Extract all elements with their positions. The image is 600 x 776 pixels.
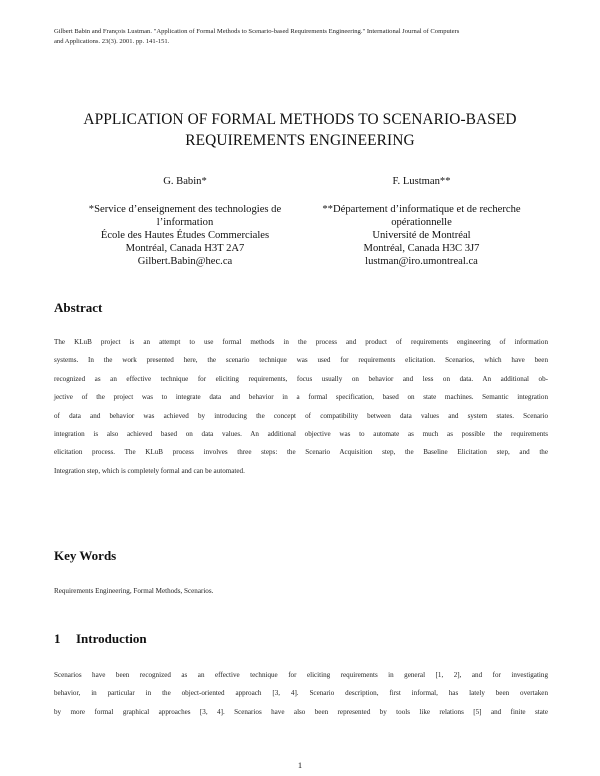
paper-title-line-1: APPLICATION OF FORMAL METHODS TO SCENARIO-BASED — [83, 111, 517, 128]
author-affiliation-line: Montréal, Canada H3C 3J7 — [363, 243, 480, 254]
author-affiliation-line: opérationnelle — [391, 217, 452, 228]
introduction-heading — [54, 631, 147, 647]
abstract-line: recognized as an effective technique for eliciting requirements, focus usually on behavior and less on data. An additional ob- — [54, 374, 548, 383]
abstract-line: integration is also achieved based on data values. An additional objective was to automate as much as possible the requirements — [54, 430, 548, 439]
author-affiliation-line: **Département d’informatique et de recherche — [322, 204, 521, 215]
section-heading-text: Introduction — [76, 631, 147, 646]
citation-line-1: Gilbert Babin and François Lustman. "Application of Formal Methods to Scenario-based Requirements Engineering." International Journal of Computers — [54, 28, 460, 35]
abstract-line: Integration step, which is completely formal and can be automated. — [54, 466, 245, 475]
author-name: G. Babin* — [163, 176, 207, 187]
author-block-lustman — [300, 175, 543, 268]
abstract-line: jective of the project was to integrate data and behavior in a formal specification, based on state machines. Semantic integration — [54, 393, 548, 402]
author-affiliation-line: *Service d’enseignement des technologies de — [88, 204, 282, 215]
keywords-text: Requirements Engineering, Formal Methods, Scenarios. — [54, 587, 214, 595]
introduction-line: by more formal graphical approaches [3, 4]. Scenarios have also been represented by tools like relations [5] and finite state — [54, 707, 548, 716]
introduction-body — [54, 666, 548, 721]
citation-header — [54, 27, 554, 47]
author-name: F. Lustman** — [392, 176, 451, 187]
introduction-line: Scenarios have been recognized as an effective technique for eliciting requirements in general [1, 2], and for investigating — [54, 671, 548, 679]
author-affiliation-line: Université de Montréal — [372, 230, 471, 241]
paper-title — [40, 109, 560, 151]
page-number: 1 — [297, 760, 303, 770]
author-email: Gilbert.Babin@hec.ca — [137, 256, 233, 267]
abstract-heading: Abstract — [54, 300, 103, 315]
author-affiliation-line: Montréal, Canada H3T 2A7 — [125, 243, 245, 254]
author-affiliation-line: École des Hautes Études Commerciales — [100, 230, 270, 241]
author-affiliation-line: l’information — [156, 217, 214, 228]
author-block-babin — [70, 175, 300, 268]
abstract-body — [54, 333, 548, 480]
abstract-line: of data and behavior was achieved by introducing the concept of compatibility between data values and system states. Scenario — [54, 411, 548, 420]
paper-title-line-2: REQUIREMENTS ENGINEERING — [185, 132, 415, 149]
keywords-body — [54, 582, 548, 600]
section-number: 1 — [54, 631, 61, 646]
abstract-line: elicitation process. The KLuB process involves three steps: the Scenario Acquisition step, the Baseline Elicitation step, and the — [54, 448, 548, 457]
abstract-line: systems. In the work presented here, the scenario technique was used for requirements elicitation. Scenarios, which have been — [54, 356, 548, 365]
introduction-line: behavior, in particular in the object-oriented approach [3, 4]. Scenario description, first informal, has lately been overtaken — [54, 689, 548, 698]
author-email: lustman@iro.umontreal.ca — [365, 256, 478, 267]
abstract-line: The KLuB project is an attempt to use formal methods in the process and product of requirements engineering of information — [54, 338, 548, 346]
keywords-heading: Key Words — [54, 548, 117, 563]
citation-line-2: and Applications. 23(3). 2001. pp. 141-151. — [54, 38, 170, 45]
